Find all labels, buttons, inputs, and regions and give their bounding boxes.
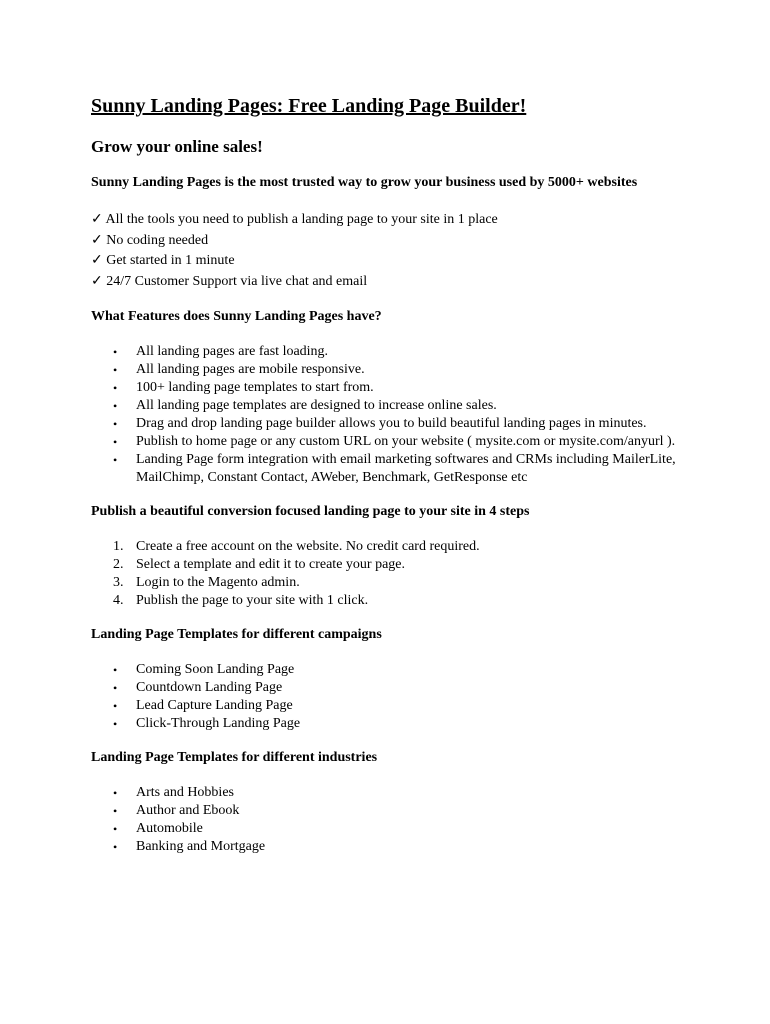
checkmark-item: ✓ Get started in 1 minute [91,253,235,268]
step-number: 4. [113,593,124,608]
step-item [113,556,691,574]
document-subtitle: Grow your online sales! [91,137,263,156]
checkmark-list [91,210,691,292]
campaigns-heading: Landing Page Templates for different campaigns [91,627,382,642]
step-item [113,592,691,610]
list-item [113,397,691,415]
bullet-icon: • [113,663,118,677]
list-item [113,784,691,802]
list-item-text: Lead Capture Landing Page [136,698,293,713]
list-item [113,679,691,697]
bullet-icon: • [113,435,118,449]
list-item [113,433,691,451]
step-text: Create a free account on the website. No credit card required. [136,539,480,554]
list-item [113,820,691,838]
list-item-text: All landing page templates are designed to increase online sales. [136,398,497,413]
document-page [91,92,691,856]
list-item [113,838,691,856]
list-item-text: Drag and drop landing page builder allows you to build beautiful landing pages in minutes. [136,416,647,431]
list-item-text: Countdown Landing Page [136,680,283,695]
industries-heading: Landing Page Templates for different industries [91,750,378,765]
bullet-icon: • [113,381,118,395]
list-item-text: Coming Soon Landing Page [136,662,295,677]
bullet-icon: • [113,453,118,467]
list-item [113,361,691,379]
list-item-text: All landing pages are mobile responsive. [136,362,365,377]
list-item [113,415,691,433]
list-item-text: Click-Through Landing Page [136,716,301,731]
step-item [113,538,691,556]
bullet-icon: • [113,840,118,854]
features-list [91,343,691,487]
step-item [113,574,691,592]
list-item-text: Banking and Mortgage [136,839,266,854]
industries-list [91,784,691,856]
bullet-icon: • [113,822,118,836]
bullet-icon: • [113,717,118,731]
checkmark-item: ✓ 24/7 Customer Support via live chat and email [91,273,368,289]
list-item-text: Automobile [136,821,203,836]
list-item-text: All landing pages are fast loading. [136,344,329,359]
list-item-text: Publish to home page or any custom URL on your website ( mysite.com or mysite.com/anyurl ). [136,434,676,449]
list-item [113,379,691,397]
lead-paragraph: Sunny Landing Pages is the most trusted way to grow your business used by 5000+ websites [91,175,638,190]
list-item [113,451,691,487]
list-item [113,715,691,733]
steps-heading: Publish a beautiful conversion focused landing page to your site in 4 steps [91,504,530,519]
list-item-text: Author and Ebook [136,803,240,818]
list-item-text: Arts and Hobbies [136,785,234,800]
bullet-icon: • [113,681,118,695]
step-text: Login to the Magento admin. [136,575,300,590]
bullet-icon: • [113,804,118,818]
bullet-icon: • [113,345,118,359]
list-item [113,697,691,715]
list-item [113,661,691,679]
campaigns-list [91,661,691,733]
steps-list [91,538,691,610]
list-item [113,802,691,820]
bullet-icon: • [113,699,118,713]
bullet-icon: • [113,786,118,800]
bullet-icon: • [113,399,118,413]
step-text: Publish the page to your site with 1 click. [136,593,369,608]
checkmark-item: ✓ No coding needed [91,232,209,248]
step-number: 2. [113,557,124,572]
list-item-text: Landing Page form integration with email marketing softwares and CRMs including MailerLite, MailChimp, Constant Contact, AWeber, Benchmark, GetResponse etc [136,452,676,485]
list-item [113,343,691,361]
bullet-icon: • [113,417,118,431]
features-heading: What Features does Sunny Landing Pages have? [91,309,382,324]
bullet-icon: • [113,363,118,377]
step-text: Select a template and edit it to create your page. [136,557,405,572]
step-number: 1. [113,539,124,554]
checkmark-item: ✓ All the tools you need to publish a landing page to your site in 1 place [91,212,498,227]
step-number: 3. [113,575,124,590]
document-title: Sunny Landing Pages: Free Landing Page Builder! [91,95,527,117]
list-item-text: 100+ landing page templates to start from. [136,380,374,395]
